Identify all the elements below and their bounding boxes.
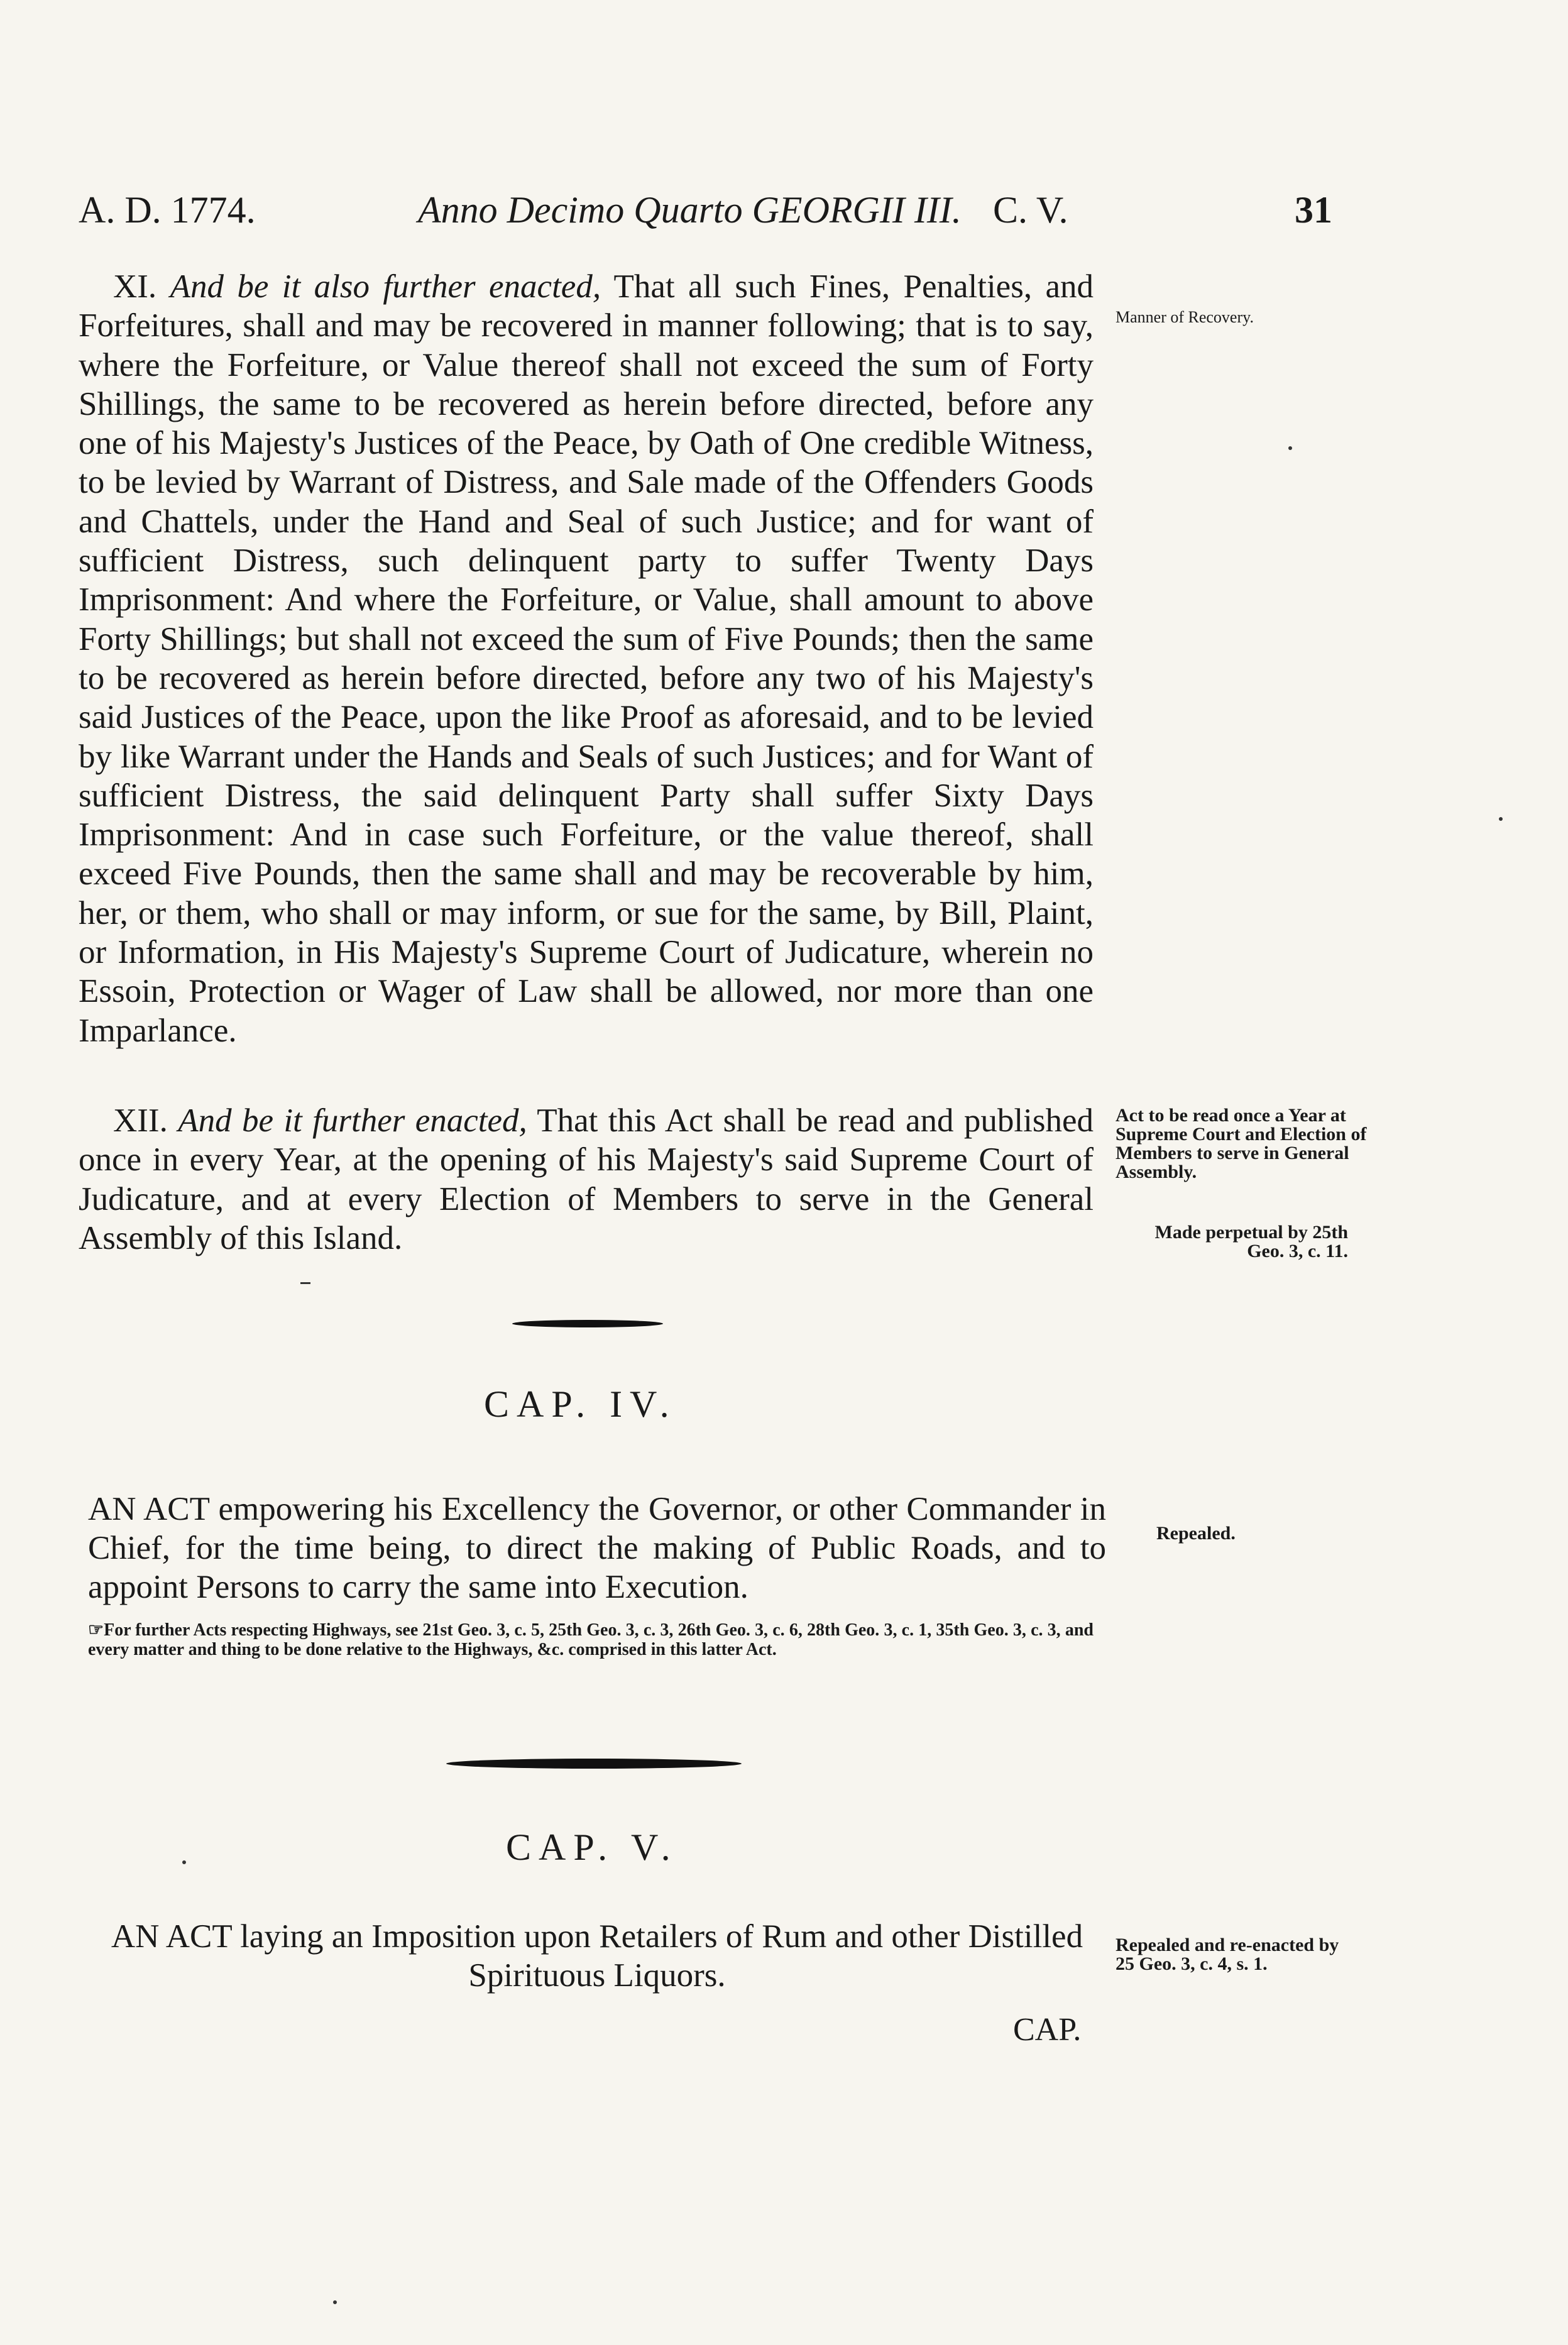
section-xi — [79, 267, 1094, 1050]
cap-iv-act-prefix: AN ACT — [88, 1491, 210, 1527]
cap-v-act-prefix: AN ACT — [111, 1918, 232, 1955]
margin-note-repealed-iv: Repealed. — [1156, 1523, 1236, 1544]
section-xi-text: That all such Fines, Penalties, and Forfeitures, shall and may be recovered in manner following; that is to say, where the Forfeiture, or Value thereof shall not exceed the sum of Forty Shillings, the same to be recovered as herein before directed, before any one of his Majesty's Justices of the Peace, by Oath of One credible Witness, to be levied by Warrant of Distress, and Sale made of the Offenders Goods and Chattels, under the Hand and Seal of such Justice; and for want of sufficient Distress, such delinquent party to suffer Twenty Days Imprisonment: And where the Forfeiture, or Value, shall amount to above Forty Shillings; but shall not exceed the sum of Five Pounds; then the same to be recovered as herein before directed, before any two of his Majesty's said Justices of the Peace, upon the like Proof as aforesaid, and to be levied by like Warrant under the Hands and Seals of such Justices; and for Want of sufficient Distress, the said delinquent Party shall suffer Sixty Days Imprisonment: And in case such Forfeiture, or the value thereof, shall exceed Five Pounds, then the same shall and may be recoverable by him, her, or them, who shall or may inform, or sue for the same, by Bill, Plaint, or Information, in His Majesty's Supreme Court of Judicature, wherein no Essoin, Protection or Wager of Law shall be allowed, nor more than one Imparlance. — [79, 268, 1094, 1049]
section-xi-enacting-clause: And be it also further enacted, — [170, 268, 601, 305]
cap-v-title-text: laying an Imposition upon Retailers of Rum and other Distilled Spirituous Liquors. — [240, 1918, 1083, 1994]
speck — [1288, 446, 1292, 450]
catchword: CAP. — [1013, 2012, 1082, 2048]
section-xi-numeral: XI. — [113, 268, 157, 305]
cap-iv-footnote: ☞For further Acts respecting Highways, see 21st Geo. 3, c. 5, 25th Geo. 3, c. 3, 26th Geo. 3, c. 6, 28th Geo. 3, c. 1, 35th Geo. 3, c. 3, and every matter and thing to be done relative to the Highways, &c. comprised in this latter Act. — [88, 1620, 1094, 1659]
section-rule — [512, 1320, 663, 1327]
cap-v-heading: CAP. V. — [506, 1826, 678, 1868]
section-xii-enacting-clause: And be it further enacted, — [178, 1102, 527, 1139]
margin-note-perpetual: Made perpetual by 25th Geo. 3, c. 11. — [1154, 1222, 1348, 1261]
header-chapter: C. V. — [993, 189, 1068, 231]
speck — [1499, 817, 1503, 821]
margin-note-recovery: Manner of Recovery. — [1116, 308, 1254, 326]
section-xii — [79, 1101, 1094, 1258]
margin-note-repealed-v: Repealed and re-enacted by 25 Geo. 3, c. 4, s. 1. — [1116, 1935, 1339, 1974]
section-rule — [446, 1759, 742, 1769]
header-title: Anno Decimo Quarto GEORGII III. — [418, 189, 962, 231]
cap-iv-title — [88, 1490, 1106, 1606]
speck — [182, 1860, 186, 1864]
section-xii-text: That this Act shall be read and published once in every Year, at the opening of his Majesty's said Supreme Court of Judicature, and at every Election of Members to serve in the General Assembly of this Island. — [79, 1102, 1094, 1256]
cap-iv-heading: CAP. IV. — [484, 1383, 677, 1425]
cap-v-title — [88, 1917, 1106, 1995]
page-number: 31 — [1295, 189, 1332, 231]
margin-note-read-once: Act to be read once a Year at Supreme Court and Election of Members to serve in General Assembly. — [1116, 1105, 1367, 1182]
speck — [333, 2300, 337, 2304]
header-year: A. D. 1774. — [79, 189, 256, 231]
section-xii-numeral: XII. — [113, 1102, 168, 1139]
cap-iv-title-text: empowering his Excellency the Governor, or other Commander in Chief, for the time being, to direct the making of Public Roads, and to appoint Persons to carry the same into Execution. — [88, 1491, 1106, 1605]
stray-mark — [300, 1282, 310, 1284]
